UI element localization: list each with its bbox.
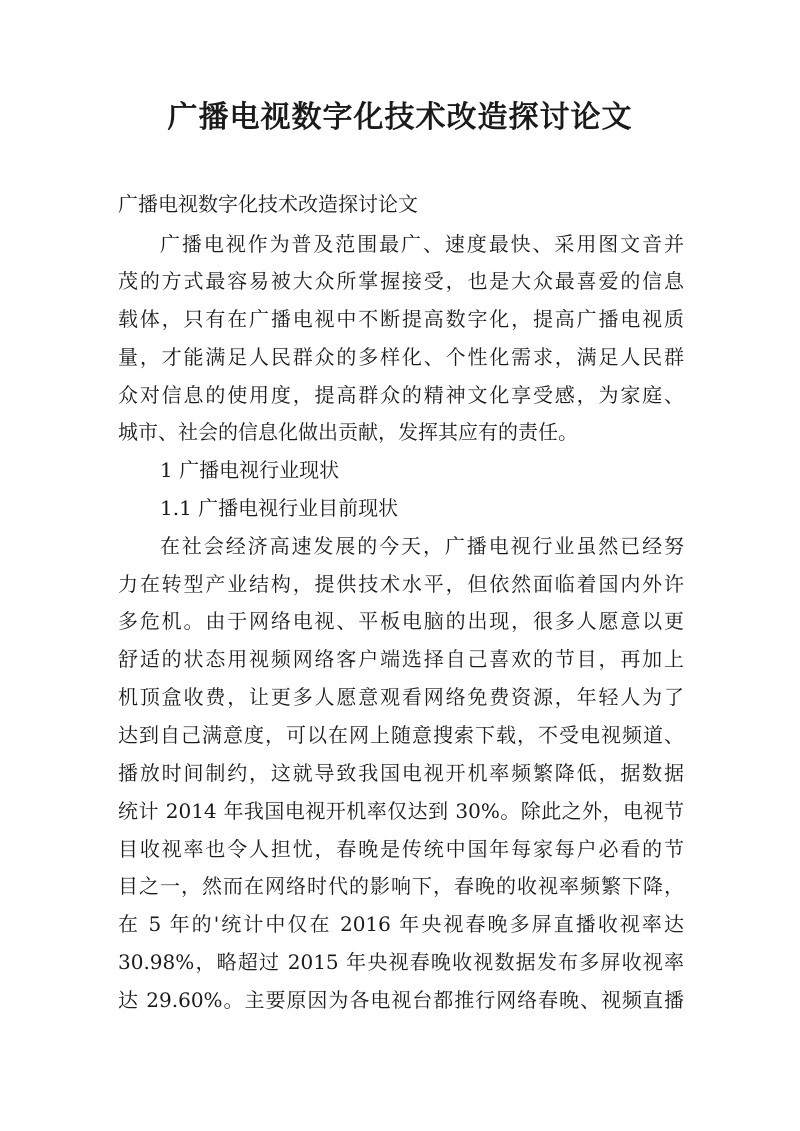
body-line: 在 5 年的'统计中仅在 2016 年央视春晚多屏直播收视率达 xyxy=(118,912,684,936)
document-subtitle: 广播电视数字化技术改造探讨论文 xyxy=(118,192,418,216)
body-line: 目之一，然而在网络时代的影响下，春晚的收视率频繁下降， xyxy=(118,874,684,898)
subsection-heading: 1.1 广播电视行业目前现状 xyxy=(160,496,399,520)
document-title: 广播电视数字化技术改造探讨论文 xyxy=(167,100,633,135)
body-line: 30.98%，略超过 2015 年央视春晚收视数据发布多屏收视率 xyxy=(118,950,684,974)
body-line: 舒适的状态用视频网络客户端选择自己喜欢的节目，再加上 xyxy=(118,647,684,671)
section-heading: 1 广播电视行业现状 xyxy=(160,458,340,482)
body-line: 在社会经济高速发展的今天，广播电视行业虽然已经努 xyxy=(160,534,684,558)
body-line: 播放时间制约，这就导致我国电视开机率频繁降低，据数据 xyxy=(118,761,684,785)
intro-line: 量，才能满足人民群众的多样化、个性化需求，满足人民群 xyxy=(118,345,684,369)
body-line: 达到自己满意度，可以在网上随意搜索下载，不受电视频道、 xyxy=(118,723,684,747)
intro-line: 众对信息的使用度，提高群众的精神文化享受感，为家庭、 xyxy=(118,383,684,407)
body-line: 机顶盒收费，让更多人愿意观看网络免费资源，年轻人为了 xyxy=(118,685,684,709)
body-line: 目收视率也令人担忧，春晚是传统中国年每家每户必看的节 xyxy=(118,837,684,861)
body-line: 力在转型产业结构，提供技术水平，但依然面临着国内外许 xyxy=(118,572,684,596)
body-line: 达 29.60%。主要原因为各电视台都推行网络春晚、视频直播 xyxy=(118,988,684,1012)
intro-line: 广播电视作为普及范围最广、速度最快、采用图文音并 xyxy=(160,232,684,256)
body-line: 多危机。由于网络电视、平板电脑的出现，很多人愿意以更 xyxy=(118,609,684,633)
intro-line: 载体，只有在广播电视中不断提高数字化，提高广播电视质 xyxy=(118,307,684,331)
intro-line: 城市、社会的信息化做出贡献，发挥其应有的责任。 xyxy=(118,420,578,444)
intro-line: 茂的方式最容易被大众所掌握接受，也是大众最喜爱的信息 xyxy=(118,269,684,293)
body-line: 统计 2014 年我国电视开机率仅达到 30%。除此之外，电视节 xyxy=(118,799,684,823)
